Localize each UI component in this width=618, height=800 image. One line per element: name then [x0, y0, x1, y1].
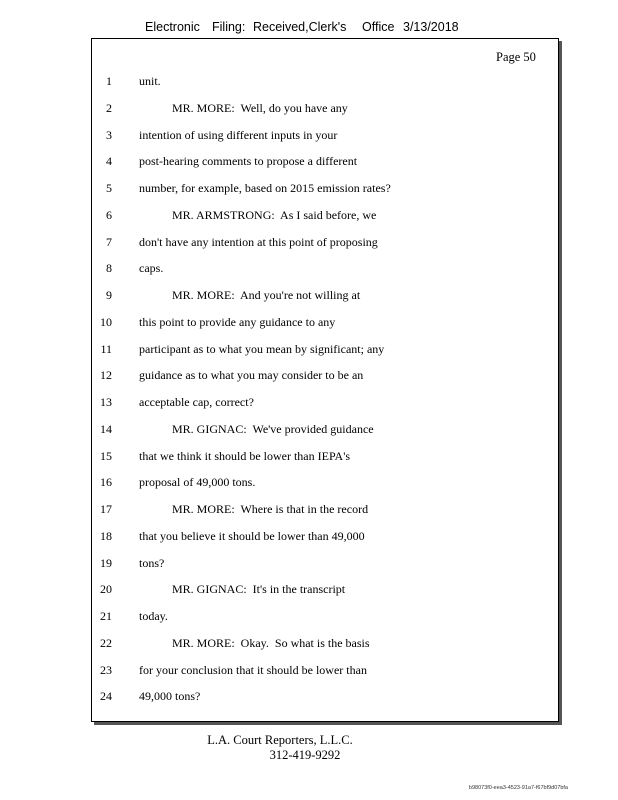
line-text: MR. GIGNAC: It's in the transcript [172, 582, 346, 597]
transcript-line [0, 475, 618, 491]
filing-stamp-header [0, 20, 618, 36]
transcript-line [0, 689, 618, 705]
transcript-line [0, 582, 618, 598]
line-text: proposal of 49,000 tons. [139, 475, 256, 490]
line-text: tons? [139, 555, 165, 570]
court-reporter-name: L.A. Court Reporters, L.L.C. [207, 733, 353, 747]
line-number: 15 [100, 448, 112, 463]
transcript-line [0, 208, 618, 224]
line-number: 1 [106, 74, 112, 88]
line-text: MR. MORE: Okay. So what is the basis [172, 635, 370, 650]
line-number: 23 [100, 662, 112, 677]
line-text: caps. [139, 261, 164, 276]
line-number: 18 [100, 528, 112, 543]
line-number: 24 [100, 689, 112, 704]
line-text: that we think it should be lower than IEPA's [139, 448, 351, 463]
line-number: 19 [100, 555, 112, 570]
line-text: don't have any intention at this point of proposing [139, 234, 378, 249]
line-number: 16 [100, 475, 112, 490]
line-number: 17 [100, 502, 112, 516]
transcript-line [0, 663, 618, 679]
line-number: 7 [106, 234, 112, 249]
transcript-line [0, 609, 618, 625]
line-text: MR. MORE: Where is that in the record [172, 502, 369, 516]
line-text: intention of using different inputs in your [139, 127, 338, 142]
line-text: that you believe it should be lower than 49,000 [139, 528, 365, 543]
transcript-line [0, 636, 618, 652]
line-text: MR. MORE: And you're not willing at [172, 288, 361, 302]
line-text: for your conclusion that it should be lower than [139, 662, 367, 677]
filing-stamp-word: Office [362, 20, 395, 34]
line-number: 12 [100, 368, 112, 383]
transcript-line [0, 288, 618, 304]
line-number: 8 [106, 261, 112, 276]
filing-stamp-word: Electronic [145, 20, 200, 34]
transcript-line [0, 101, 618, 117]
line-number: 11 [100, 341, 112, 356]
transcript-line [0, 128, 618, 144]
line-number: 20 [100, 582, 112, 597]
filing-stamp-word: Received,Clerk's [253, 20, 347, 34]
transcript-line [0, 529, 618, 545]
transcript-line [0, 342, 618, 358]
line-text: today. [139, 609, 168, 623]
line-text: MR. MORE: Well, do you have any [172, 100, 348, 115]
line-number: 13 [100, 395, 112, 409]
transcript-line [0, 154, 618, 170]
transcript-line [0, 502, 618, 518]
line-text: acceptable cap, correct? [139, 395, 254, 409]
line-number: 6 [106, 207, 112, 222]
line-number: 4 [106, 154, 112, 169]
transcript-line [0, 315, 618, 331]
page-number: Page 50 [496, 50, 536, 64]
line-number: 21 [100, 609, 112, 623]
line-number: 2 [106, 100, 112, 115]
transcript-line [0, 422, 618, 438]
line-text: guidance as to what you may consider to be an [139, 368, 364, 383]
line-text: 49,000 tons? [139, 689, 201, 704]
line-number: 22 [100, 635, 112, 650]
line-text: this point to provide any guidance to any [139, 314, 336, 329]
transcript-line [0, 261, 618, 277]
transcript-line [0, 556, 618, 572]
transcript-line [0, 235, 618, 251]
transcript-line [0, 449, 618, 465]
line-number: 3 [106, 127, 112, 142]
line-text: MR. GIGNAC: We've provided guidance [172, 421, 374, 436]
line-text: participant as to what you mean by significant; any [139, 341, 385, 356]
line-number: 10 [100, 314, 112, 329]
transcript-line [0, 395, 618, 411]
line-number: 9 [106, 288, 112, 302]
document-id: b98073f0-eea3-4523-91a7-f67bf9d07bfa [468, 785, 568, 791]
line-text: number, for example, based on 2015 emission rates? [139, 181, 391, 195]
line-text: MR. ARMSTRONG: As I said before, we [172, 207, 377, 222]
filing-stamp-date: 3/13/2018 [403, 20, 459, 34]
line-number: 14 [100, 421, 112, 436]
filing-stamp-word: Filing: [212, 20, 246, 34]
line-text: post-hearing comments to propose a different [139, 154, 358, 169]
transcript-line [0, 368, 618, 384]
line-text: unit. [139, 74, 161, 88]
transcript-line [0, 74, 618, 90]
transcript-line [0, 181, 618, 197]
line-number: 5 [106, 181, 112, 195]
court-reporter-phone: 312-419-9292 [269, 748, 341, 762]
